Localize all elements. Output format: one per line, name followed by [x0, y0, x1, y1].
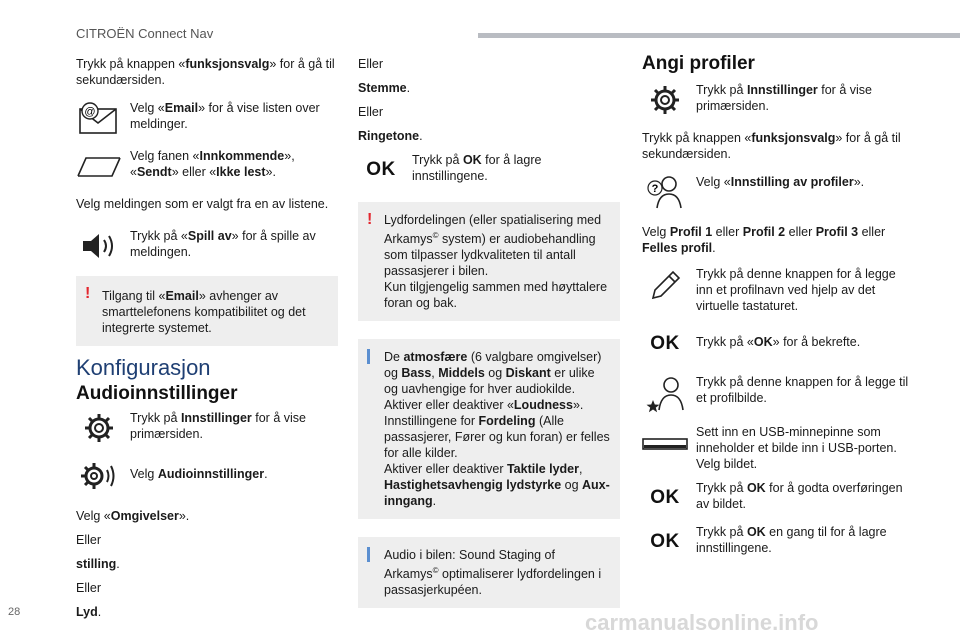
ok-icon-4: OK [650, 531, 680, 552]
profile-star-icon [642, 374, 688, 414]
loudness-text: Aktiver eller deaktiver «Loudness». [384, 398, 584, 413]
staging-text: Audio i bilen: Sound Staging of Arkamys© optimaliserer lydfordelingen i passasjerkupéen. [384, 548, 602, 598]
usb-icon [642, 424, 688, 464]
gear-icon [76, 408, 122, 448]
atmosphere-text: De atmosfære (6 valgbare omgivelser) og Bass, Middels og Diskant er ulike og uavhengige for hver audiokilde. [384, 350, 602, 397]
save-step [642, 522, 912, 562]
edit-name-text: Trykk på denne knappen for å legge inn et profilnavn ved hjelp av det virtuelle tastaturet. [696, 267, 896, 313]
section-heading-profiles: Angi profiler [642, 53, 755, 74]
page-number: 28 [8, 606, 21, 618]
warning-marker-2: ! [367, 211, 373, 228]
header-bar [478, 33, 960, 38]
info-marker [367, 349, 370, 364]
choose-profile-text: Velg Profil 1 eller Profil 2 eller Profil 3 eller Felles profil. [642, 225, 886, 255]
audio-select-text: Velg Audioinnstillinger. [130, 467, 268, 481]
audio-select-step [76, 456, 338, 496]
section-heading-audio: Audioinnstillinger [76, 383, 238, 404]
section-heading-config: Konfigurasjon [76, 355, 211, 380]
ok-icon-2: OK [650, 333, 680, 354]
ok-step [358, 150, 620, 190]
confirm-text: Trykk på «OK» for å bekrefte. [696, 335, 861, 349]
usb-text: Sett inn en USB-minnepinne som inneholder et bilde inn i USB-porten. [696, 425, 897, 455]
profile-intro-text: Trykk på knappen «funksjonsvalg» for å gå til sekundærsiden. [642, 131, 901, 161]
inbox-text: Velg fanen «Innkommende», «Sendt» eller «Ikke lest». [130, 149, 295, 179]
email-step [76, 98, 338, 138]
column-3 [642, 53, 912, 562]
pencil-icon [642, 266, 688, 306]
settings-step [76, 408, 338, 448]
info-note-1 [358, 339, 620, 519]
svg-text:?: ? [651, 183, 659, 195]
settings-text: Trykk på Innstillinger for å vise primærsiden. [130, 411, 306, 441]
email-icon [76, 98, 122, 138]
spatial-text: Lydfordelingen (eller spatialisering med Arkamys© system) er audiobehandling som tilpasser lydkvaliteten til antall passasjerer i bilen. [384, 213, 602, 279]
gear-icon-2 [642, 80, 688, 120]
watermark: carmanualsonline.info [585, 610, 819, 635]
profile-set-text: Velg «Innstilling av profiler». [696, 175, 865, 189]
usb-step [642, 424, 912, 472]
or-text-4: Eller [358, 105, 384, 119]
info-note-2 [358, 537, 620, 608]
or-text-1: Eller [76, 533, 102, 547]
accept-step [642, 478, 912, 518]
save-text: Trykk på OK en gang til for å lagre innstillingene. [696, 525, 887, 555]
header-title: CITROËN Connect Nav [76, 26, 214, 41]
profile-set-step [642, 172, 912, 212]
add-picture-step [642, 374, 912, 414]
add-picture-text: Trykk på denne knappen for å legge til et profilbilde. [696, 375, 909, 405]
svg-text:@: @ [84, 106, 96, 118]
ok-text: Trykk på OK for å lagre innstillingene. [412, 153, 542, 183]
column-2 [358, 56, 620, 608]
tabs-icon [76, 146, 122, 186]
play-text: Trykk på «Spill av» for å spille av meldingen. [130, 229, 316, 259]
or-text-2: Eller [76, 581, 102, 595]
edit-name-step [642, 266, 912, 314]
column-1 [76, 56, 338, 620]
spatial-text-2: Kun tilgjengelig sammen med høyttalere foran og bak. [384, 280, 608, 311]
tactile-text: Aktiver eller deaktiver Taktile lyder, Hastighetsavhengig lydstyrke og Aux-inngang. [384, 462, 610, 509]
email-text: Velg «Email» for å vise listen over meldinger. [130, 101, 320, 131]
profile-settings-text: Trykk på Innstillinger for å vise primærsiden. [696, 83, 872, 113]
select-message-text: Velg meldingen som er valgt fra en av listene. [76, 197, 329, 211]
speaker-icon [76, 226, 122, 266]
intro-text: Trykk på knappen «funksjonsvalg» for å gå til sekundærsiden. [76, 57, 335, 87]
distribution-text: Innstillingene for Fordeling (Alle passasjerer, Fører og kun foran) er felles for alle kilder. [384, 414, 610, 461]
play-step [76, 226, 338, 266]
warning-text: Tilgang til «Email» avhenger av smarttelefonens kompatibilitet og det integrerte systemet. [102, 289, 306, 335]
ok-icon: OK [366, 159, 396, 180]
choose-picture-text: Velg bildet. [696, 457, 758, 471]
sound-text: Lyd. [76, 605, 102, 619]
gear-sound-icon [76, 456, 122, 496]
profile-icon [642, 172, 688, 212]
or-text-3: Eller [358, 57, 384, 71]
confirm-step [642, 324, 912, 364]
profile-settings-step [642, 80, 912, 120]
ok-icon-3: OK [650, 487, 680, 508]
warning-note [76, 276, 338, 346]
accept-text: Trykk på OK for å godta overføringen av bildet. [696, 481, 903, 511]
info-marker-2 [367, 547, 370, 562]
inbox-step [76, 146, 338, 186]
position-text: stilling. [76, 557, 120, 571]
ambience-text: Velg «Omgivelser». [76, 509, 190, 523]
warning-marker: ! [85, 285, 91, 302]
ringtone-text: Ringetone. [358, 129, 423, 143]
voice-text: Stemme. [358, 81, 411, 95]
warning-note-2 [358, 202, 620, 321]
